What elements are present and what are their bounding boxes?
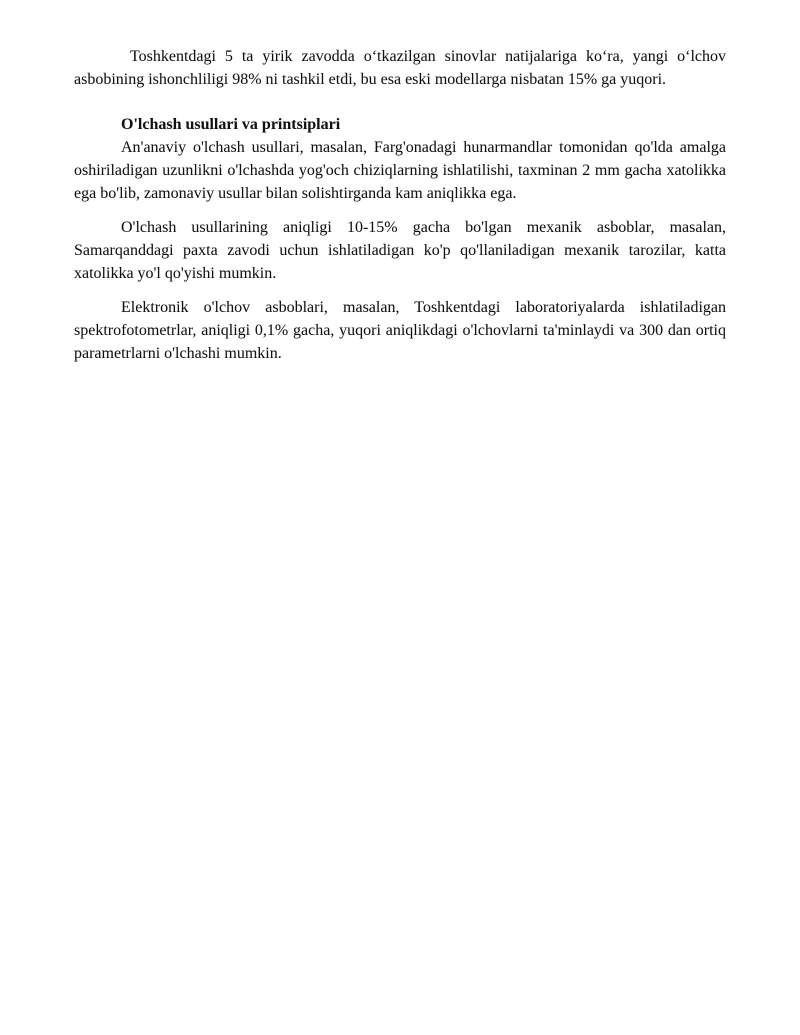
section-heading: O'lchash usullari va printsiplari bbox=[121, 116, 341, 133]
paragraph-traditional-methods: An'anaviy o'lchash usullari, masalan, Farg'onadagi hunarmandlar tomonidan qo'lda amalga oshiriladigan uzunlikni o'lchashda yog'och chiziqlarning ishlatilishi, taxminan 2 mm gacha xatolikka ega bo'lib, zamonaviy usullar bilan solishtirganda kam aniqlikka ega. bbox=[74, 139, 726, 202]
paragraph-mechanical-instruments: O'lchash usullarining aniqligi 10-15% gacha bo'lgan mexanik asboblar, masalan, Samarqanddagi paxta zavodi uchun ishlatiladigan ko'p qo'llaniladigan mexanik tarozilar, katta xatolikka yo'l qo'yishi mumkin. bbox=[74, 219, 726, 282]
paragraph-electronic-instruments: Elektronik o'lchov asboblari, masalan, Toshkentdagi laboratoriyalarda ishlatiladigan spektrofotometrlar, aniqligi 0,1% gacha, yuqori aniqlikdagi o'lchovlarni ta'minlaydi va 300 dan ortiq parametrlarni o'lchashi mumkin. bbox=[74, 299, 726, 362]
paragraph-reliability-results: Toshkentdagi 5 ta yirik zavodda o‘tkazilgan sinovlar natijalariga ko‘ra, yangi o‘lchov asbobining ishonchliligi 98% ni tashkil etdi, bu esa eski modellarga nisbatan 15% ga yuqori. bbox=[74, 48, 726, 88]
document-body bbox=[74, 45, 726, 365]
